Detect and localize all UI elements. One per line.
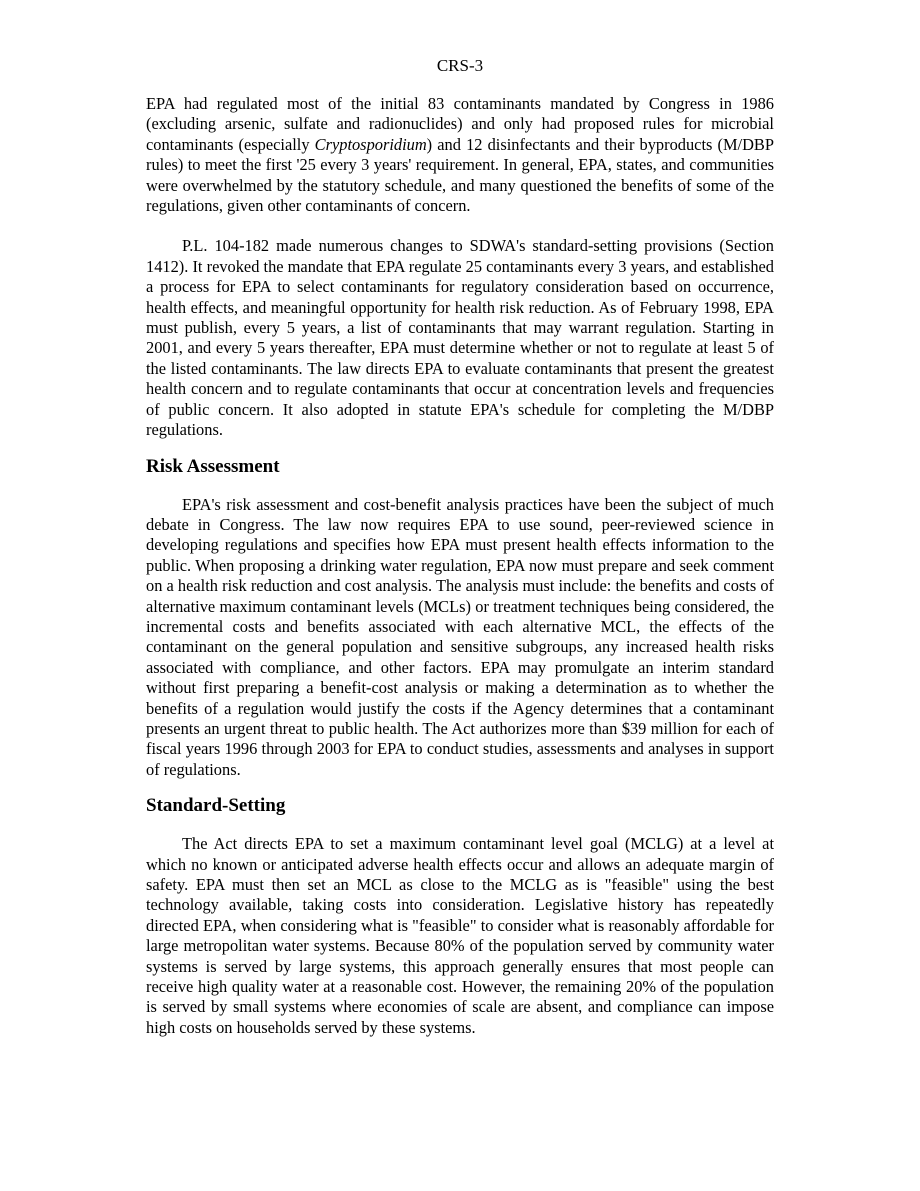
- paragraph-intro: [146, 94, 774, 216]
- heading-spacer: [146, 818, 774, 834]
- paragraph-risk-assessment: EPA's risk assessment and cost-benefit analysis practices have been the subject of much debate in Congress. The law now requires EPA to use sound, peer-reviewed science in developing regulations and specifies how EPA must present health effects information to the public. When proposing a drinking water regulation, EPA now must prepare and seek comment on a health risk reduction and cost analysis. The analysis must include: the benefits and costs of alternative maximum contaminant levels (MCLs) or treatment techniques being considered, the incremental costs and benefits associated with each alternative MCL, the effects of the contaminant on the general population and sensitive subgroups, any increased health risks associated with compliance, and other factors. EPA may promulgate an interim standard without first preparing a benefit-cost analysis or making a determination as to whether the benefits of a regulation would justify the costs if the Agency determines that a contaminant presents an urgent threat to public health. The Act authorizes more than $39 million for each of fiscal years 1996 through 2003 for EPA to conduct studies, assessments and analyses in support of regulations.: [146, 494, 774, 779]
- paragraph-standard-setting: The Act directs EPA to set a maximum contaminant level goal (MCLG) at a level at which no known or anticipated adverse health effects occur and allows an adequate margin of safety. EPA must then set an MCL as close to the MCLG as is "feasible" using the best technology available, taking costs into consideration. Legislative history has repeatedly directed EPA, when considering what is "feasible" to consider what is reasonably affordable for large metropolitan water systems. Because 80% of the population served by community water systems is served by large systems, this approach generally ensures that most people can receive high quality water at a reasonable cost. However, the remaining 20% of the population is served by small systems where economies of scale are absent, and compliance can impose high costs on households served by these systems.: [146, 834, 774, 1037]
- page-header-label: CRS-3: [436, 56, 484, 75]
- paragraph-spacer: [146, 216, 774, 236]
- document-body: [146, 94, 774, 1038]
- heading-spacer: [146, 479, 774, 495]
- paragraph-pl-104-182: P.L. 104-182 made numerous changes to SDWA's standard-setting provisions (Section 1412). It revoked the mandate that EPA regulate 25 contaminants every 3 years, and established a process for EPA to select contaminants for regulatory consideration based on occurrence, health effects, and meaningful opportunity for health risk reduction. As of February 1998, EPA must publish, every 5 years, a list of contaminants that may warrant regulation. Starting in 2001, and every 5 years thereafter, EPA must determine whether or not to regulate at least 5 of the listed contaminants. The law directs EPA to evaluate contaminants that present the greatest health concern and to regulate contaminants that occur at concentration levels and frequencies of public concern. It also adopted in statute EPA's schedule for completing the M/DBP regulations.: [146, 236, 774, 440]
- paragraph-intro-italic-term: Cryptosporidium: [314, 134, 427, 154]
- heading-spacer: [146, 780, 774, 794]
- section-heading-risk-assessment: Risk Assessment: [146, 455, 280, 477]
- heading-spacer: [146, 441, 774, 455]
- paragraph-intro-text-start: EPA had regulated most of the initial 83 contaminants mandated by Congress in 1986 (excluding arsenic, sulfate and radionuclides) and only had proposed rules for microbial contaminants (especially: [146, 94, 774, 154]
- paragraph-intro-text-end: ) and 12 disinfectants and their byproducts (M/DBP rules) to meet the first '25 every 3 years' requirement. In general, EPA, states, and communities were overwhelmed by the statutory schedule, and many questioned the benefits of some of the regulations, given other contaminants of concern.: [146, 134, 774, 216]
- section-heading-standard-setting: Standard-Setting: [146, 795, 286, 817]
